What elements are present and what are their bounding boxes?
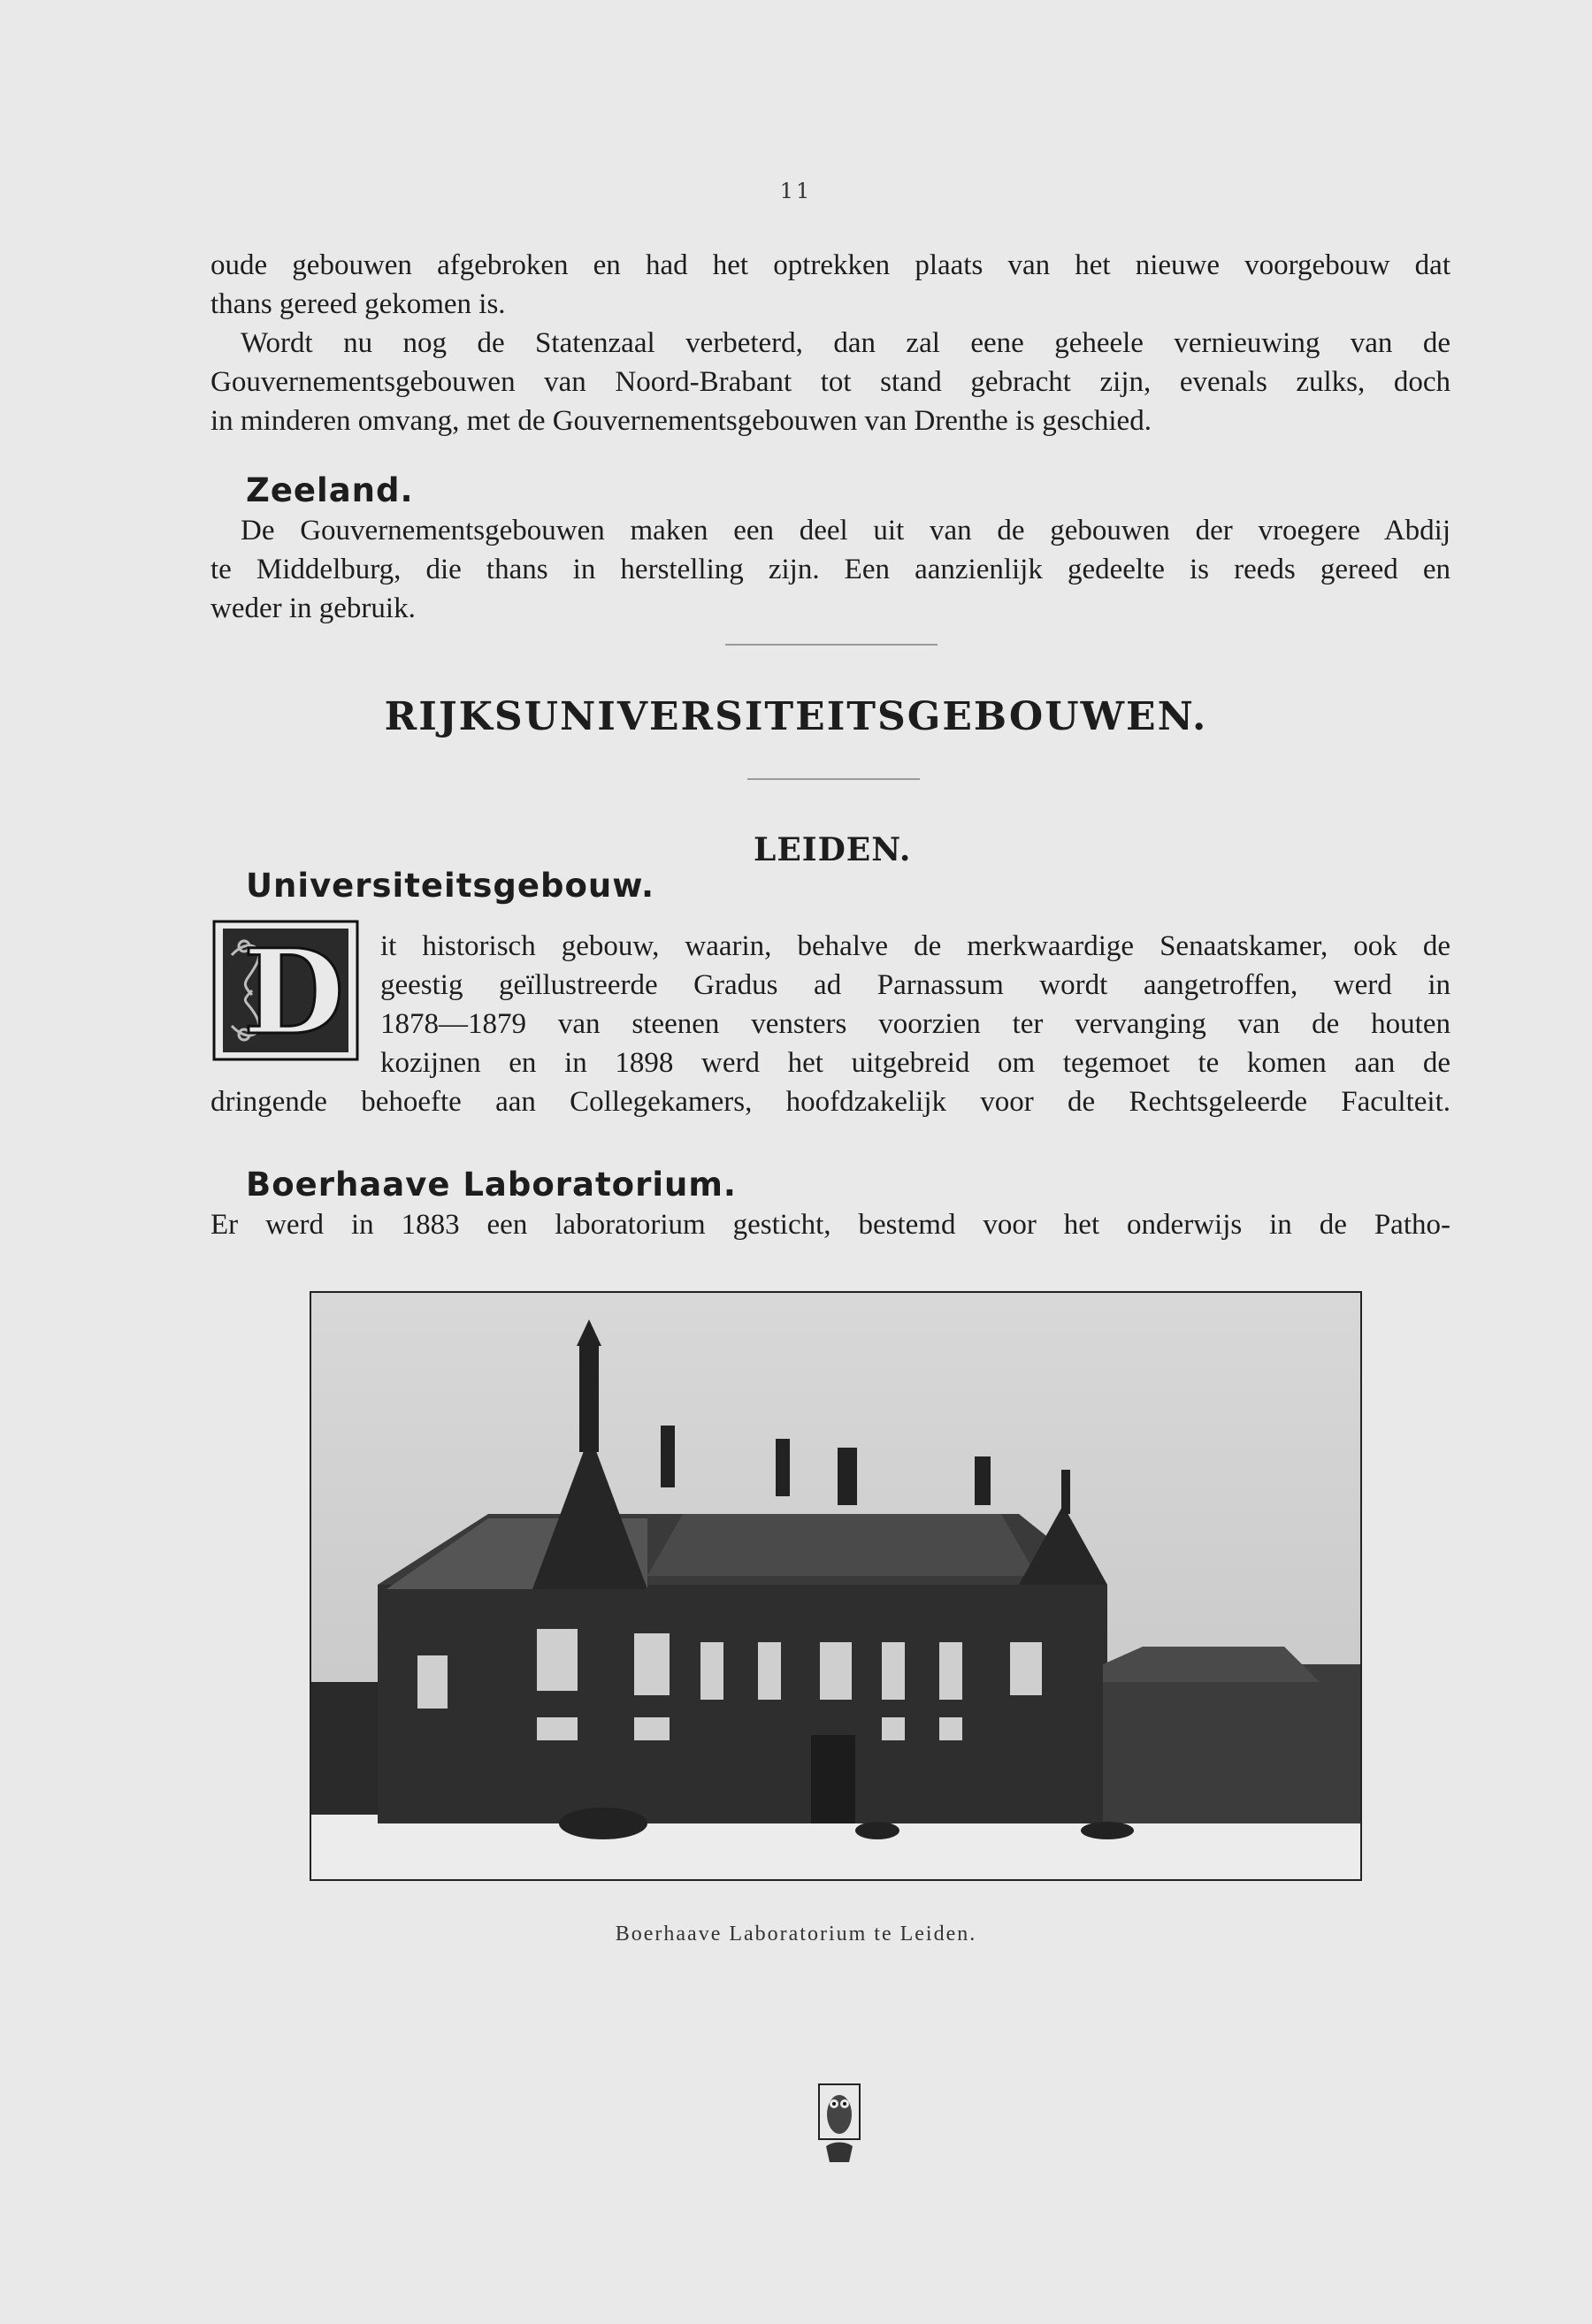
city-heading: LEIDEN.: [754, 831, 912, 868]
text-line: weder in gebruik.: [210, 592, 416, 624]
building-photo-icon: [311, 1293, 1360, 1879]
text-line: geestig geïllustreerde Gradus ad Parnassum wordt aangetroffen, werd in: [380, 969, 1450, 1001]
text-line: 1878—1879 van steenen vensters voorzien ter vervanging van de houten: [380, 1008, 1450, 1040]
page-number: 11: [779, 179, 813, 203]
boerhaave-heading: Boerhaave Laboratorium.: [246, 1166, 737, 1204]
figure-caption: Boerhaave Laboratorium te Leiden.: [615, 1923, 977, 1946]
text-line: Er werd in 1883 een laboratorium gesticht, bestemd voor het onderwijs in de Patho-: [210, 1209, 1450, 1241]
text-line: kozijnen en in 1898 werd het uitgebreid om tegemoet te komen aan de: [380, 1047, 1450, 1079]
text-line: te Middelburg, die thans in herstelling zijn. Een aanzienlijk gedeelte is reeds gereed en: [210, 554, 1450, 585]
divider-rule: [747, 778, 920, 780]
drop-cap-ornament: [212, 920, 359, 1061]
zeeland-heading: Zeeland.: [246, 471, 414, 509]
drop-cap-letter: D: [242, 924, 345, 1061]
universiteitsgebouw-heading: Universiteitsgebouw.: [246, 867, 655, 905]
main-heading: RIJKSUNIVERSITEITSGEBOUWEN.: [384, 694, 1208, 739]
intro-paragraph: [210, 246, 1450, 440]
laboratory-photo: [310, 1291, 1362, 1881]
text-line: in minderen omvang, met de Gouvernementsgebouwen van Drenthe is geschied.: [210, 405, 1152, 437]
text-line: dringende behoefte aan Collegekamers, hoofdzakelijk voor de Rechtsgeleerde Faculteit.: [210, 1086, 1450, 1118]
text-line: oude gebouwen afgebroken en had het optrekken plaats van het nieuwe voorgebouw dat: [210, 249, 1450, 281]
zeeland-paragraph: [210, 511, 1450, 628]
text-line: it historisch gebouw, waarin, behalve de merkwaardige Senaatskamer, ook de: [380, 930, 1450, 962]
text-line: thans gereed gekomen is.: [210, 288, 506, 320]
text-line: Gouvernementsgebouwen van Noord-Brabant tot stand gebracht zijn, evenals zulks, doch: [210, 366, 1450, 398]
divider-rule: [725, 644, 938, 646]
owl-emblem-icon: [817, 2083, 861, 2167]
text-line: De Gouvernementsgebouwen maken een deel uit van de gebouwen der vroegere Abdij: [241, 515, 1450, 547]
boerhaave-paragraph: [210, 1205, 1450, 1244]
text-line: Wordt nu nog de Statenzaal verbeterd, dan zal eene geheele vernieuwing van de: [241, 327, 1450, 359]
